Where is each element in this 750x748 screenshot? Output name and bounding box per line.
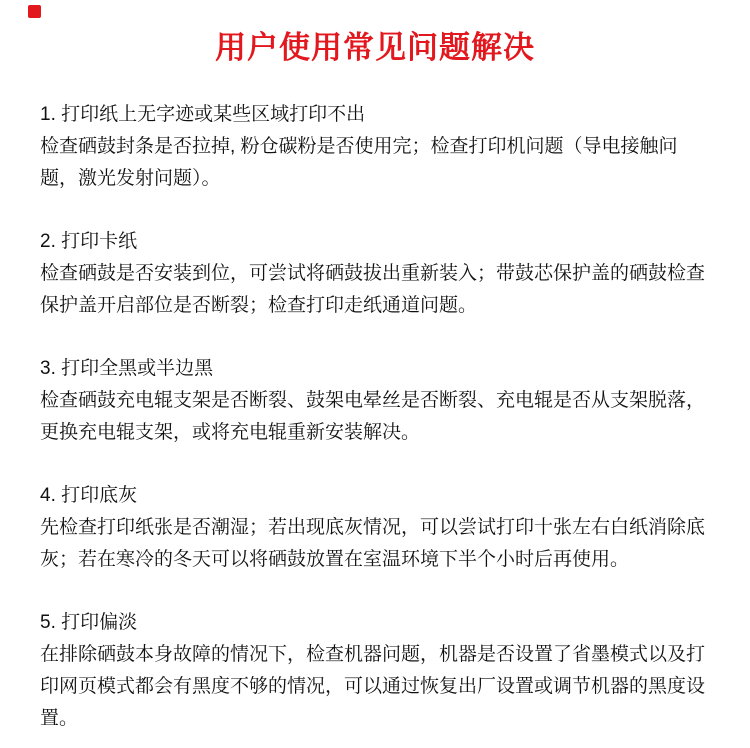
faq-section <box>40 99 713 195</box>
faq-answer: 检查硒鼓封条是否拉掉, 粉仓碳粉是否使用完；检查打印机问题（导电接触问题，激光发射问题）。 <box>40 136 678 189</box>
faq-question: 2. 打印卡纸 <box>40 231 138 252</box>
faq-answer: 先检查打印纸张是否潮湿；若出现底灰情况，可以尝试打印十张左右白纸消除底灰；若在寒冷的冬天可以将硒鼓放置在室温环境下半个小时后再使用。 <box>40 517 706 570</box>
page-title: 用户使用常见问题解决 <box>215 30 535 65</box>
faq-question: 1. 打印纸上无字迹或某些区域打印不出 <box>40 104 366 125</box>
faq-question: 3. 打印全黑或半边黑 <box>40 358 214 379</box>
faq-section <box>40 353 713 449</box>
faq-question: 5. 打印偏淡 <box>40 612 138 633</box>
faq-list <box>0 68 750 735</box>
faq-answer: 检查硒鼓是否安装到位，可尝试将硒鼓拔出重新装入；带鼓芯保护盖的硒鼓检查保护盖开启部位是否断裂；检查打印走纸通道问题。 <box>40 263 706 316</box>
faq-question: 4. 打印底灰 <box>40 485 138 506</box>
red-corner-mark-icon <box>28 5 41 18</box>
faq-section <box>40 226 713 322</box>
faq-section <box>40 480 713 576</box>
faq-answer: 在排除硒鼓本身故障的情况下，检查机器问题，机器是否设置了省墨模式以及打印网页模式都会有黑度不够的情况，可以通过恢复出厂设置或调节机器的黑度设置。 <box>40 644 706 729</box>
faq-answer: 检查硒鼓充电辊支架是否断裂、鼓架电晕丝是否断裂、充电辊是否从支架脱落，更换充电辊支架，或将充电辊重新安装解决。 <box>40 390 706 443</box>
faq-section <box>40 607 713 735</box>
